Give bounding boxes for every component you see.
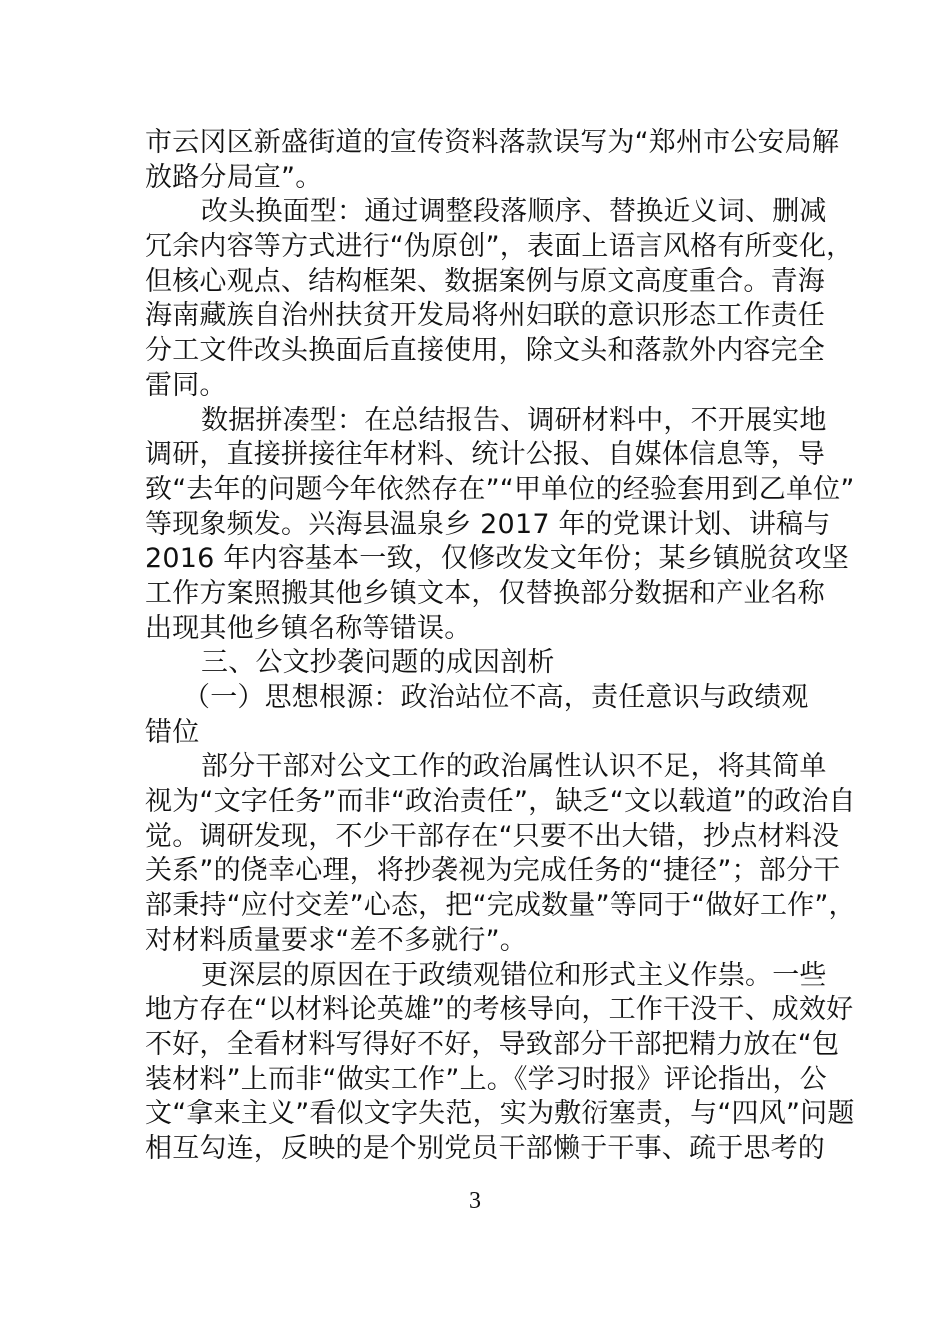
- paragraph: [145, 959, 855, 1167]
- text-line: 对材料质量要求“差不多就行”。: [145, 924, 527, 956]
- text-line: 致“去年的问题今年依然存在”“甲单位的经验套用到乙单位”: [145, 473, 855, 505]
- text-line: 出现其他乡镇名称等错误。: [145, 612, 472, 644]
- document-body: [145, 126, 856, 1167]
- text-line: 地方存在“以材料论英雄”的考核导向，工作干没干、成效好: [145, 994, 854, 1026]
- text-line: 分工文件改头换面后直接使用，除文头和落款外内容完全: [145, 335, 825, 367]
- paragraph: [145, 750, 856, 958]
- text-line: 调研，直接拼接往年材料、统计公报、自媒体信息等，导: [145, 439, 825, 471]
- paragraph: [145, 646, 806, 681]
- paragraph: [145, 681, 809, 750]
- text-line: 等现象频发。兴海县温泉乡 2017 年的党课计划、讲稿与: [145, 508, 831, 540]
- text-line: 三、公文抄袭问题的成因剖析: [201, 647, 555, 679]
- text-line: 雷同。: [145, 369, 227, 401]
- text-line: 部分干部对公文工作的政治属性认识不足，将其简单: [201, 751, 827, 783]
- text-line: 更深层的原因在于政绩观错位和形式主义作祟。一些: [201, 959, 827, 991]
- text-line: 改头换面型：通过调整段落顺序、替换近义词、删减: [201, 196, 827, 228]
- text-line: 不好，全看材料写得好不好，导致部分干部把精力放在“包: [145, 1028, 840, 1060]
- text-line: 数据拼凑型：在总结报告、调研材料中，不开展实地: [201, 404, 827, 436]
- text-line: 关系”的侥幸心理，将抄袭视为完成任务的“捷径”；部分干: [145, 855, 841, 887]
- text-line: 觉。调研发现，不少干部存在“只要不出大错，抄点材料没: [145, 820, 840, 852]
- text-line: 工作方案照搬其他乡镇文本，仅替换部分数据和产业名称: [145, 577, 825, 609]
- text-line: 2016 年内容基本一致，仅修改发文年份；某乡镇脱贫攻坚: [145, 543, 849, 575]
- text-line: 海南藏族自治州扶贫开发局将州妇联的意识形态工作责任: [145, 300, 825, 332]
- text-line: （一）思想根源：政治站位不高，责任意识与政绩观: [183, 682, 809, 713]
- text-line: 错位: [145, 716, 200, 748]
- text-line: 市云冈区新盛街道的宣传资料落款误写为“郑州市公安局解: [145, 127, 840, 158]
- text-line: 相互勾连，反映的是个别党员干部懒于干事、疏于思考的: [145, 1132, 825, 1164]
- paragraph: [145, 126, 840, 195]
- text-line: 视为“文字任务”而非“政治责任”，缺乏“文以载道”的政治自: [145, 786, 856, 818]
- text-line: 放路分局宣”。: [145, 161, 323, 193]
- text-line: 部秉持“应付交差”心态，把“完成数量”等同于“做好工作”，: [145, 890, 856, 922]
- text-line: 但核心观点、结构框架、数据案例与原文高度重合。青海: [145, 265, 825, 297]
- text-line: 冗余内容等方式进行“伪原创”，表面上语言风格有所变化，: [145, 231, 854, 263]
- paragraph: [145, 404, 855, 647]
- paragraph: [145, 195, 854, 403]
- text-line: 装材料”上而非“做实工作”上。《学习时报》评论指出，公: [145, 1063, 827, 1095]
- text-line: 文“拿来主义”看似文字失范，实为敷衍塞责，与“四风”问题: [145, 1098, 855, 1130]
- page-number: 3: [469, 1188, 481, 1214]
